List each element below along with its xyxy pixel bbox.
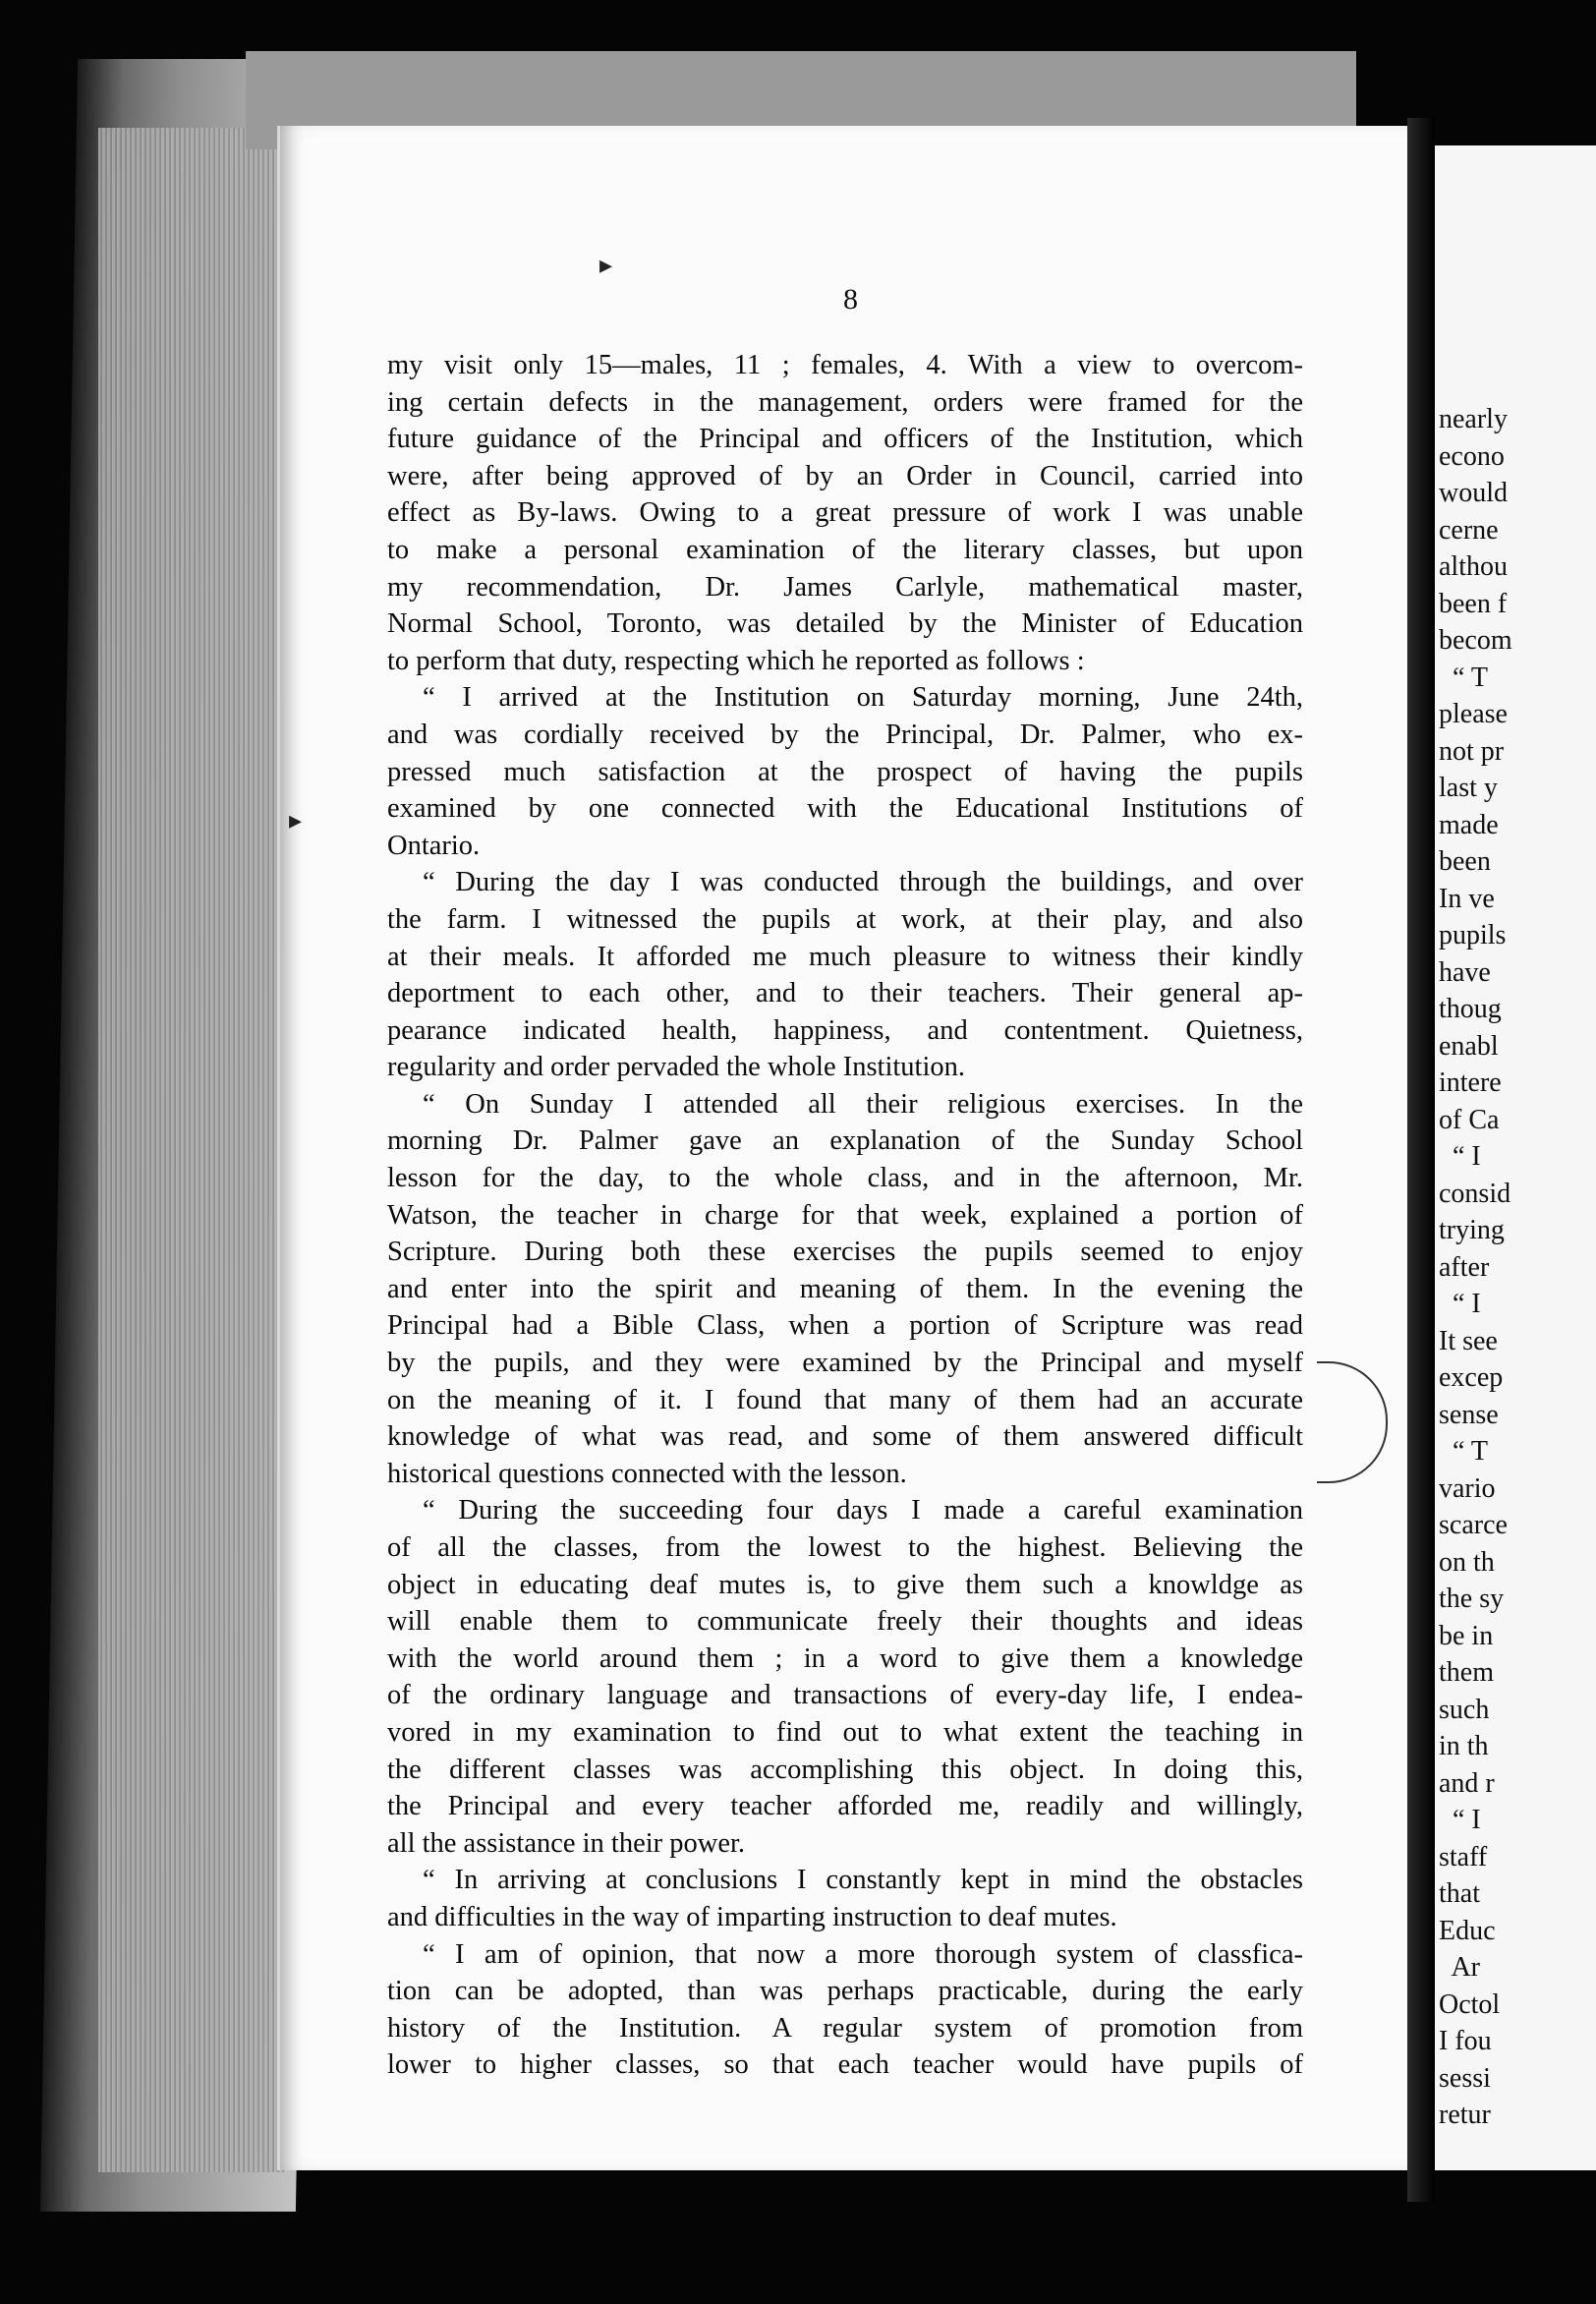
text-line: the Principal and every teacher afforded me, readily and willingly,: [387, 1791, 1303, 1822]
facing-line-fragment: “ I: [1439, 1289, 1481, 1319]
facing-line-fragment: staff: [1439, 1841, 1488, 1872]
facing-line-fragment: of Ca: [1439, 1104, 1500, 1135]
facing-line-fragment: In ve: [1439, 883, 1495, 914]
facing-line-fragment: Educ: [1439, 1915, 1496, 1946]
text-line: by the pupils, and they were examined by the Principal and myself: [387, 1348, 1303, 1379]
facing-page: [1435, 145, 1596, 2170]
facing-line-fragment: have: [1439, 956, 1491, 988]
facing-line-fragment: vario: [1439, 1472, 1496, 1504]
text-line: my visit only 15—males, 11 ; females, 4. With a view to overcom-: [387, 350, 1303, 380]
facing-line-fragment: the sy: [1439, 1584, 1505, 1614]
text-line: and enter into the spirit and meaning of them. In the evening the: [387, 1273, 1303, 1304]
facing-line-fragment: not pr: [1439, 735, 1505, 767]
facing-line-fragment: and r: [1439, 1767, 1495, 1799]
text-line: knowledge of what was read, and some of them answered difficult: [387, 1421, 1303, 1453]
facing-line-fragment: been: [1439, 846, 1491, 877]
text-line: object in educating deaf mutes is, to give them such a knowldge as: [387, 1569, 1303, 1600]
text-line: regularity and order pervaded the whole Institution.: [387, 1052, 966, 1083]
text-line: Normal School, Toronto, was detailed by the Minister of Education: [387, 608, 1303, 640]
facing-line-fragment: “ T: [1439, 662, 1489, 693]
text-line: pressed much satisfaction at the prospect of having the pupils: [387, 756, 1303, 787]
facing-line-fragment: “ I: [1439, 1141, 1481, 1172]
text-line: deportment to each other, and to their teachers. Their general ap-: [387, 978, 1303, 1009]
facing-line-fragment: after: [1439, 1251, 1490, 1283]
facing-line-fragment: althou: [1439, 551, 1508, 582]
facing-line-fragment: sessi: [1439, 2062, 1491, 2094]
speck-mark: ▸: [289, 806, 303, 835]
book-gutter: [1407, 118, 1435, 2202]
text-line: to make a personal examination of the literary classes, but upon: [387, 534, 1303, 565]
text-line: lower to higher classes, so that each teacher would have pupils of: [387, 2049, 1303, 2081]
facing-line-fragment: on th: [1439, 1546, 1495, 1578]
facing-line-fragment: been f: [1439, 588, 1508, 619]
facing-line-fragment: please: [1439, 699, 1508, 729]
text-line: on the meaning of it. I found that many of them had an accurate: [387, 1384, 1303, 1415]
text-line: Ontario.: [387, 830, 481, 861]
facing-line-fragment: intere: [1439, 1067, 1502, 1098]
text-line: effect as By-laws. Owing to a great pressure of work I was unable: [387, 497, 1303, 529]
text-line: and was cordially received by the Principal, Dr. Palmer, who ex-: [387, 719, 1303, 750]
facing-line-fragment: “ T: [1439, 1436, 1489, 1467]
text-line: with the world around them ; in a word to give them a knowledge: [387, 1642, 1303, 1674]
facing-line-fragment: would: [1439, 478, 1508, 508]
facing-line-fragment: nearly: [1439, 404, 1508, 434]
text-line: the different classes was accomplishing this object. In doing this,: [387, 1754, 1303, 1785]
page-number: 8: [843, 283, 858, 316]
text-line: my recommendation, Dr. James Carlyle, mathematical master,: [387, 571, 1303, 603]
facing-line-fragment: made: [1439, 809, 1499, 840]
text-line: will enable them to communicate freely their thoughts and ideas: [387, 1606, 1303, 1638]
text-line: historical questions connected with the lesson.: [387, 1458, 907, 1489]
text-line: pearance indicated health, happiness, and contentment. Quietness,: [387, 1014, 1303, 1046]
text-line: “ During the day I was conducted through the buildings, and over: [423, 867, 1303, 898]
facing-line-fragment: becom: [1439, 625, 1512, 656]
text-line: tion can be adopted, than was perhaps practicable, during the early: [387, 1976, 1303, 2007]
facing-line-fragment: It see: [1439, 1325, 1498, 1356]
text-line: examined by one connected with the Educational Institutions of: [387, 793, 1303, 825]
facing-line-fragment: last y: [1439, 773, 1498, 803]
page-edges: [98, 128, 285, 2172]
page-body-text: [387, 347, 1303, 2084]
facing-line-fragment: retur: [1439, 2100, 1491, 2130]
text-line: morning Dr. Palmer gave an explanation of the Sunday School: [387, 1125, 1303, 1157]
text-line: were, after being approved of by an Order in Council, carried into: [387, 460, 1303, 491]
text-line: “ I am of opinion, that now a more thorough system of classfica-: [423, 1938, 1303, 1970]
facing-line-fragment: I fou: [1439, 2026, 1492, 2056]
text-line: of all the classes, from the lowest to the highest. Believing the: [387, 1532, 1303, 1563]
facing-line-fragment: enabl: [1439, 1030, 1499, 1062]
facing-page-text: [1439, 401, 1596, 2134]
text-line: history of the Institution. A regular system of promotion from: [387, 2012, 1303, 2044]
facing-line-fragment: econo: [1439, 440, 1505, 472]
facing-line-fragment: trying: [1439, 1215, 1505, 1245]
facing-line-fragment: such: [1439, 1694, 1490, 1725]
facing-line-fragment: thoug: [1439, 994, 1502, 1024]
facing-line-fragment: be in: [1439, 1620, 1494, 1651]
facing-line-fragment: cerne: [1439, 514, 1499, 546]
text-line: at their meals. It afforded me much pleasure to witness their kindly: [387, 941, 1303, 972]
text-line: future guidance of the Principal and officers of the Institution, which: [387, 424, 1303, 455]
facing-line-fragment: excep: [1439, 1362, 1504, 1393]
facing-line-fragment: “ I: [1439, 1805, 1481, 1835]
facing-line-fragment: pupils: [1439, 920, 1507, 950]
facing-line-fragment: sense: [1439, 1399, 1499, 1430]
text-line: the farm. I witnessed the pupils at work, at their play, and also: [387, 903, 1303, 935]
text-line: “ On Sunday I attended all their religious exercises. In the: [423, 1088, 1303, 1120]
text-line: “ I arrived at the Institution on Saturday morning, June 24th,: [423, 682, 1303, 714]
text-line: Scripture. During both these exercises the pupils seemed to enjoy: [387, 1237, 1303, 1268]
facing-line-fragment: in th: [1439, 1731, 1489, 1761]
text-line: of the ordinary language and transactions of every-day life, I endea-: [387, 1680, 1303, 1711]
text-line: Watson, the teacher in charge for that week, explained a portion of: [387, 1199, 1303, 1231]
text-line: vored in my examination to find out to what extent the teaching in: [387, 1716, 1303, 1748]
text-line: “ In arriving at conclusions I constantly kept in mind the obstacles: [423, 1865, 1303, 1896]
text-line: all the assistance in their power.: [387, 1827, 746, 1859]
text-line: “ During the succeeding four days I made a careful examination: [423, 1495, 1303, 1526]
text-line: Principal had a Bible Class, when a portion of Scripture was read: [387, 1310, 1303, 1342]
facing-line-fragment: consid: [1439, 1178, 1511, 1209]
text-line: ing certain defects in the management, orders were framed for the: [387, 386, 1303, 418]
facing-line-fragment: Ar: [1439, 1952, 1480, 1983]
facing-line-fragment: them: [1439, 1657, 1494, 1688]
text-line: lesson for the day, to the whole class, and in the afternoon, Mr.: [387, 1163, 1303, 1194]
facing-line-fragment: scarce: [1439, 1510, 1508, 1540]
text-line: to perform that duty, respecting which he reported as follows :: [387, 645, 1085, 676]
text-line: and difficulties in the way of imparting instruction to deaf mutes.: [387, 1901, 1117, 1932]
facing-line-fragment: Octol: [1439, 1988, 1501, 2020]
facing-line-fragment: that: [1439, 1878, 1480, 1909]
speck-mark: ▸: [599, 251, 613, 279]
